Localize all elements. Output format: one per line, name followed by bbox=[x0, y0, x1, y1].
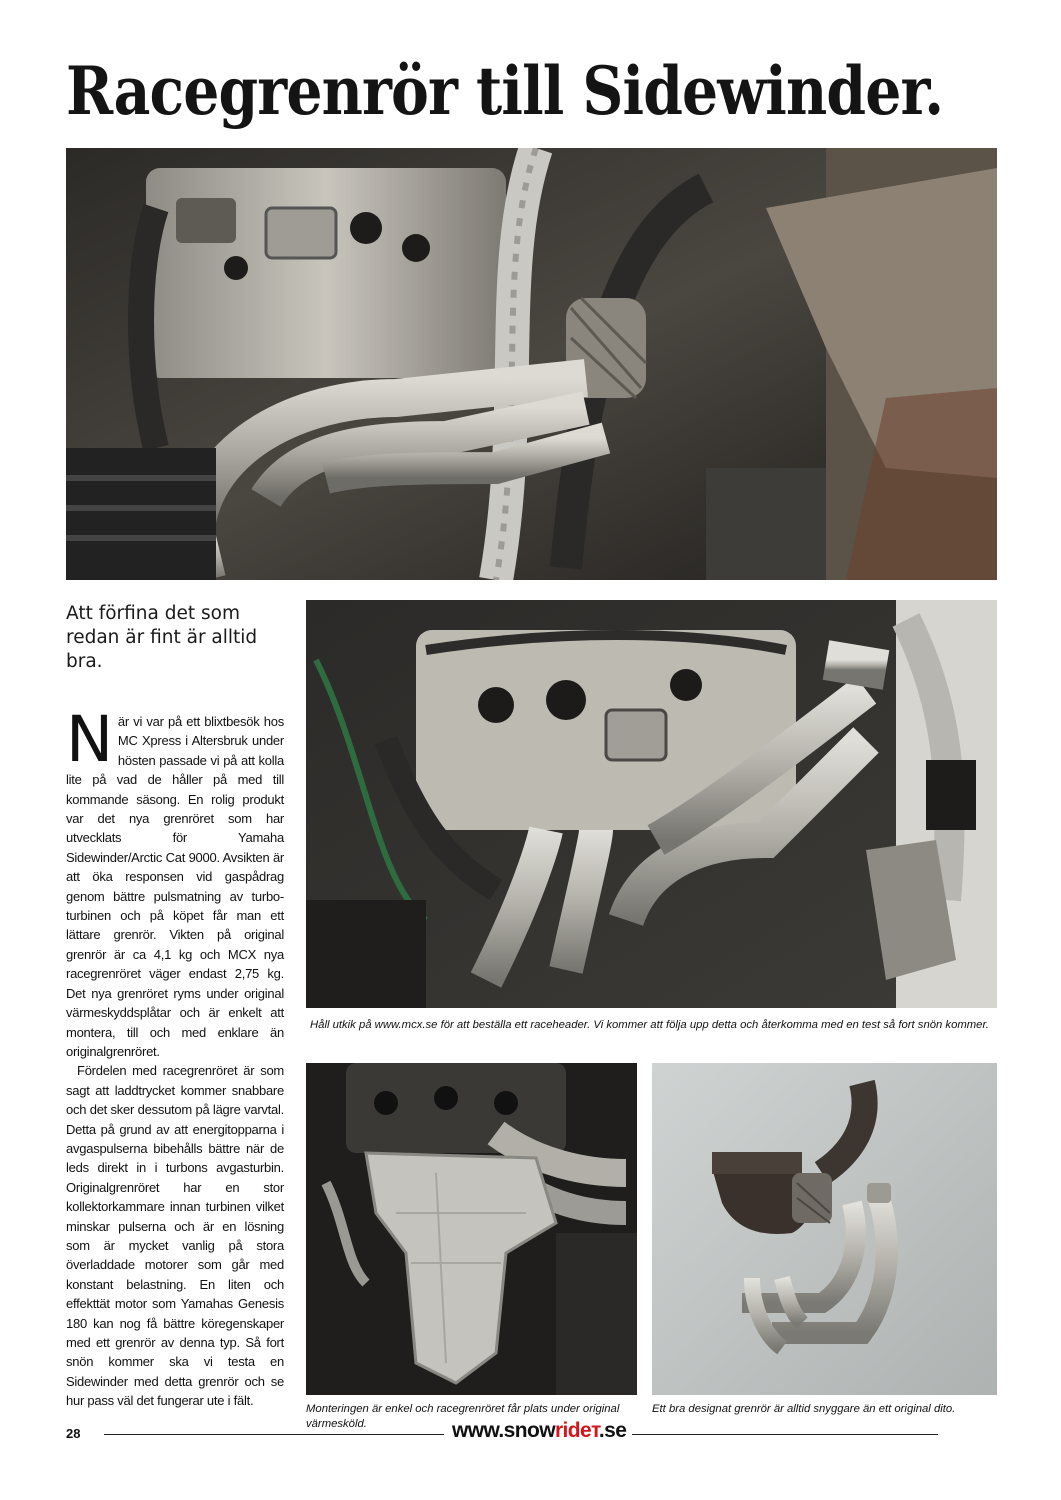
photo-heat-shield bbox=[306, 1063, 637, 1395]
photo-header-comparison bbox=[652, 1063, 997, 1395]
body-paragraph-1 bbox=[66, 703, 284, 1061]
article-body bbox=[66, 703, 284, 1411]
body-paragraph-2: Fördelen med racegrenröret är som sagt att laddtrycket kommer snabbare och det sker dessutom på lägre varvtal. Detta på grund av att energitopparna i avgaspulserna bibehålls bättre när de leds direkt in i turbons avgasturbin. Originalgrenröret har en stor kollektorkammare innan turbinen vilket minskar pulserna och är en lösning som är mycket vanlig på stora överladdade motorer som går med konstant belastning. En liten och effekttät motor som Yamahas Genesis 180 kan nog få bättre köregenskaper med ett grenrör av denna typ. Så fort snön kommer ska vi testa en Sidewinder med detta grenrör och se hur pass väl det fungerar ute i fält. bbox=[66, 1063, 284, 1409]
logo-highlight: rideт bbox=[554, 1419, 599, 1442]
dropcap: N bbox=[66, 703, 113, 776]
caption-photo-3: Monteringen är enkel och racegrenröret får plats under original värmesköld. bbox=[306, 1403, 620, 1430]
headline: Racegrenrör till Sidewinder. bbox=[66, 52, 944, 130]
footer-site-logo bbox=[452, 1419, 626, 1443]
body-paragraph-1-text: är vi var på ett blixtbesök hos MC Xpress i Altersbruk under hösten passade vi på att kolla lite på vad de håller på med till kommande säsong. En rolig produkt var det nya grenröret som har utvecklats för Yamaha Sidewinder/Arctic Cat 9000. Avsikten är att öka responsen vid gaspådrag genom bättre pulsmatning av turbo-turbinen och på köpet får man ett lättare grenrör. Vikten på original grenrör är ca 4,1 kg och MCX nya racegrenröret väger endast 2,75 kg. Det nya grenröret ryms under original värmeskyddsplåtar och är enkelt att montera, till och med enklare än originalgrenröret. bbox=[66, 714, 284, 1059]
logo-suffix: .se bbox=[598, 1419, 627, 1442]
photo-header-mounted bbox=[306, 600, 997, 1008]
page-number: 28 bbox=[66, 1426, 81, 1441]
footer-rule-right bbox=[632, 1434, 938, 1435]
caption-photo-4: Ett bra designat grenrör är alltid snyggare än ett original dito. bbox=[652, 1403, 956, 1415]
footer-rule-left bbox=[104, 1434, 444, 1435]
logo-prefix: www.snow bbox=[452, 1419, 555, 1442]
caption-photo-2: Håll utkik på www.mcx.se för att beställa ett raceheader. Vi kommer att följa upp detta och återkomma med en test så fort snön kommer. bbox=[310, 1019, 989, 1031]
photo-engine-header-installed bbox=[66, 148, 997, 580]
intro-text: Att förfina det som redan är fint är alltid bra. bbox=[66, 603, 258, 672]
